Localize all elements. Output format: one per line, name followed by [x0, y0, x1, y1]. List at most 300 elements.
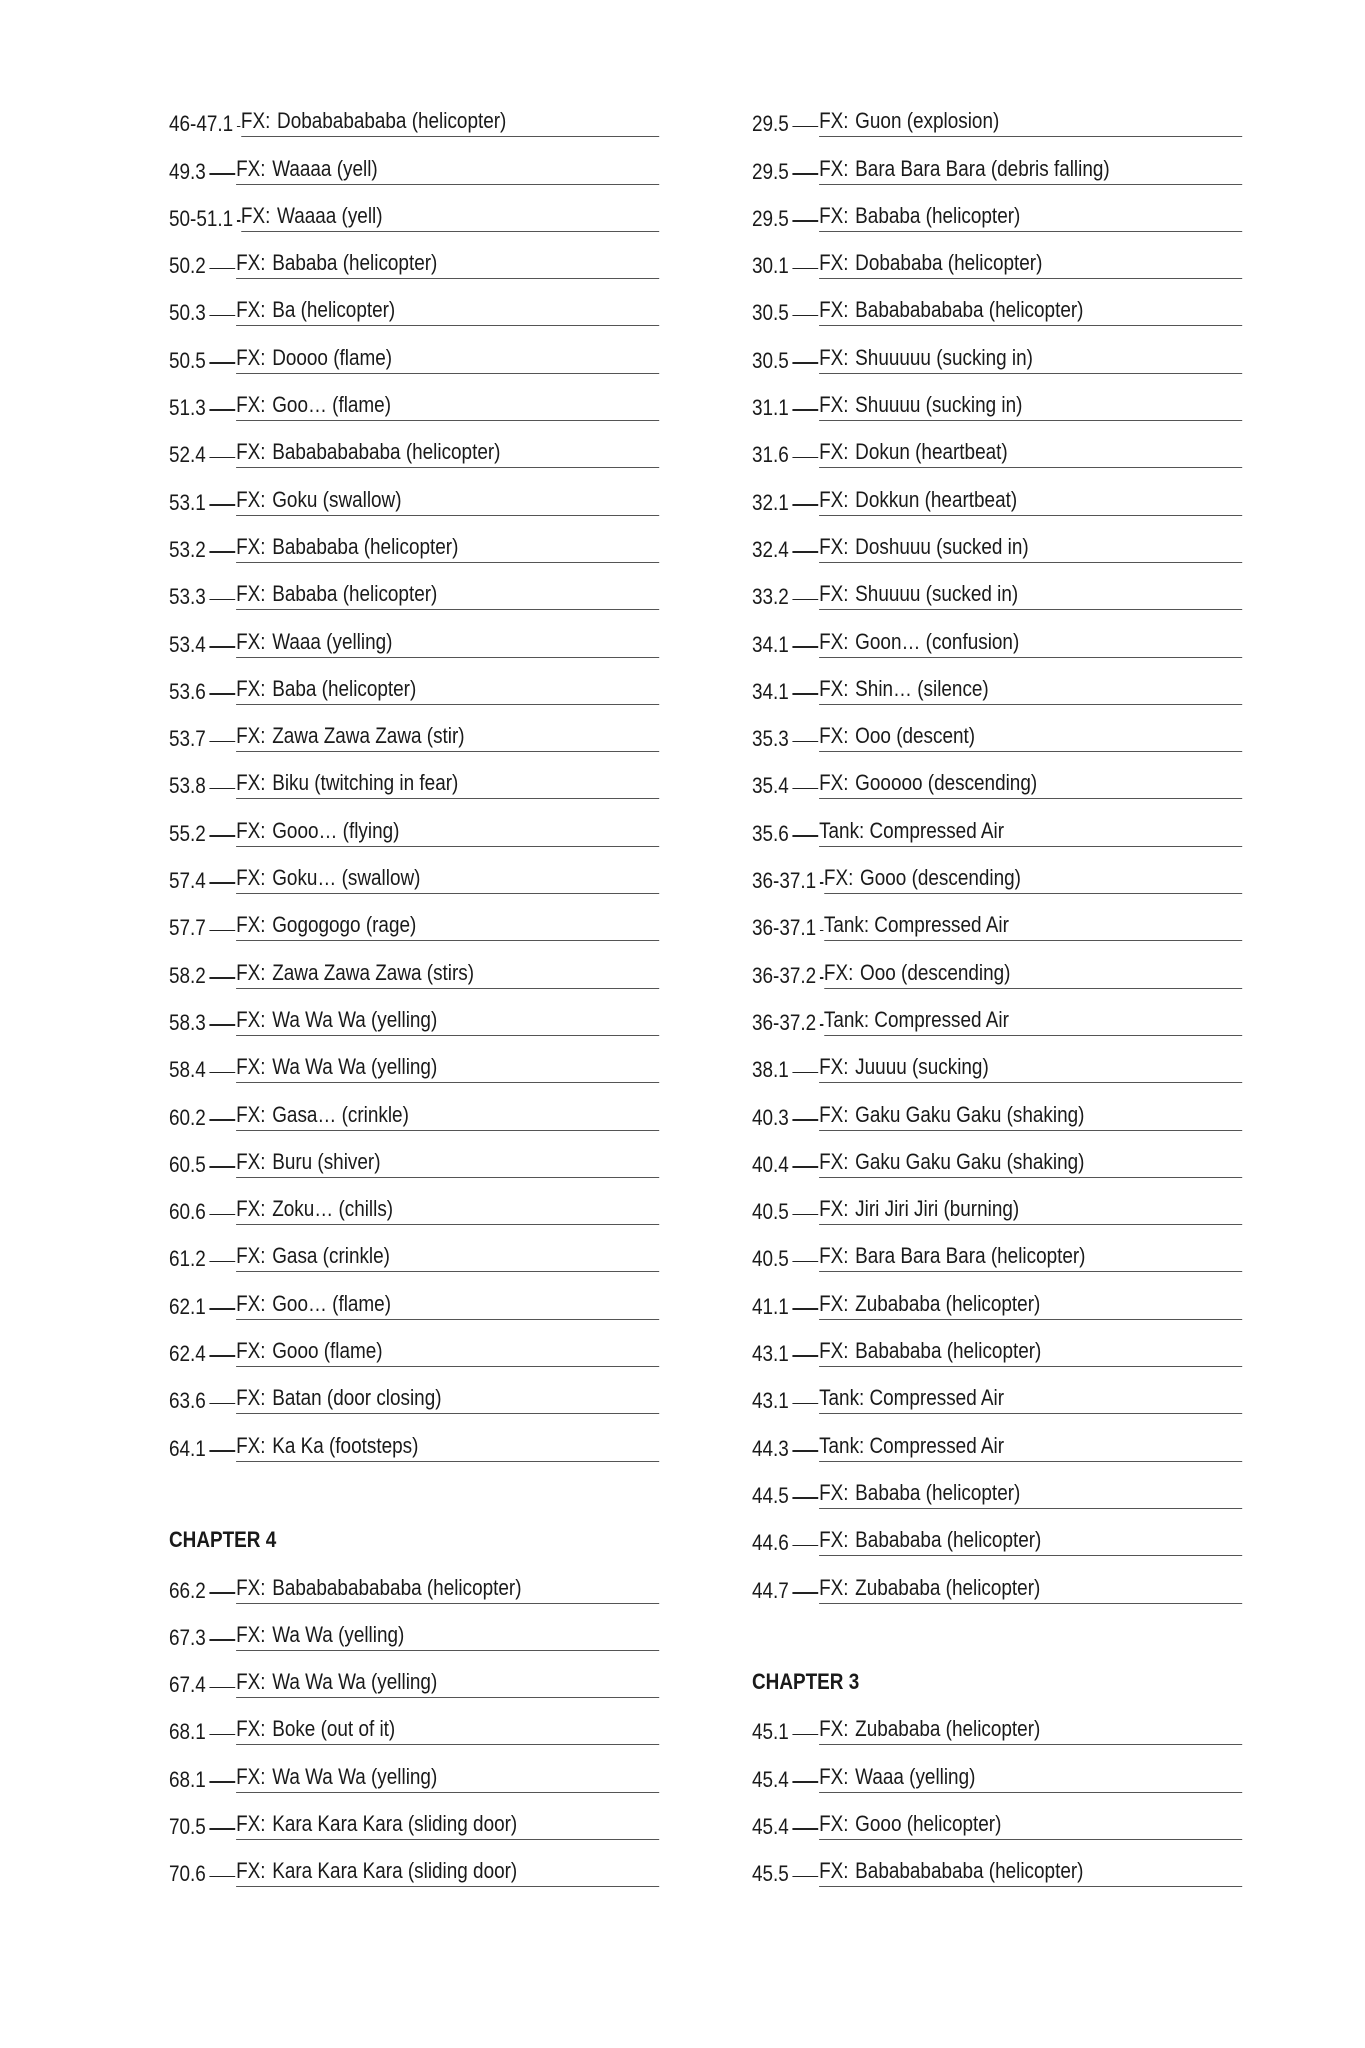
entry-content — [819, 1764, 1242, 1793]
panel-number: 45.1 — [752, 1719, 789, 1745]
panel-number: 53.6 — [169, 678, 206, 704]
leader-dash — [792, 1166, 818, 1168]
sfx-entry — [169, 1556, 659, 1603]
panel-number: 45.5 — [752, 1861, 789, 1887]
panel-number: 36-37.1 — [752, 915, 817, 941]
entry-content — [819, 1385, 1242, 1414]
panel-number: 30.1 — [752, 253, 789, 279]
entry-content — [236, 345, 659, 374]
leader-dash — [209, 1214, 235, 1216]
leader-dash — [792, 741, 818, 743]
chapter-heading: CHAPTER 4 — [169, 1527, 277, 1553]
entry-content — [819, 297, 1242, 326]
sfx-entry — [752, 1793, 1242, 1840]
sfx-entry — [752, 1367, 1242, 1414]
entry-type-label: FX: — [819, 297, 849, 323]
leader-dash — [209, 1119, 235, 1121]
sfx-entry — [169, 1083, 659, 1130]
entry-type-label: FX: — [236, 1810, 266, 1836]
sfx-entry — [169, 279, 659, 326]
sfx-entry — [752, 847, 1242, 894]
sound-effect-text: Compressed Air — [869, 1432, 1005, 1458]
entry-type-label: FX: — [236, 155, 266, 181]
entry-type-label: FX: — [236, 959, 266, 985]
sfx-entry — [169, 1745, 659, 1792]
leader-dash — [209, 882, 235, 884]
panel-number: 35.3 — [752, 726, 789, 752]
leader-dash — [209, 1261, 235, 1263]
panel-number: 32.1 — [752, 489, 789, 515]
entry-type-label: FX: — [819, 392, 849, 418]
sound-effect-text: Ooo (descending) — [860, 959, 1011, 985]
sfx-entry — [752, 1509, 1242, 1556]
entry-type-label: FX: — [236, 1763, 266, 1789]
entry-content — [236, 1102, 659, 1131]
panel-number: 50.3 — [169, 300, 206, 326]
entry-content — [236, 581, 659, 610]
entry-content — [236, 723, 659, 752]
panel-number: 40.5 — [752, 1246, 789, 1272]
panel-number: 60.5 — [169, 1151, 206, 1177]
panel-number: 52.4 — [169, 442, 206, 468]
sound-effect-text: Babababababa (helicopter) — [855, 297, 1084, 323]
sound-effect-text: Gasa… (crinkle) — [272, 1101, 409, 1127]
sfx-entry — [752, 1414, 1242, 1461]
panel-number: 67.3 — [169, 1624, 206, 1650]
sound-effect-text: Waaa (yelling) — [272, 628, 393, 654]
sound-effect-text: Wa Wa Wa (yelling) — [272, 1763, 438, 1789]
panel-number: 55.2 — [169, 820, 206, 846]
entry-type-label: Tank: — [819, 1385, 865, 1411]
leader-dash — [209, 1734, 235, 1736]
leader-dash — [209, 457, 235, 459]
sfx-entry — [169, 90, 659, 137]
entry-content — [819, 581, 1242, 610]
leader-dash — [820, 977, 823, 979]
leader-dash — [209, 551, 235, 553]
entry-type-label: FX: — [819, 1290, 849, 1316]
panel-number: 31.1 — [752, 395, 789, 421]
leader-dash — [792, 1450, 818, 1452]
sound-effect-text: Gooo (flame) — [272, 1338, 383, 1364]
sound-effect-text: Waaaa (yell) — [272, 155, 378, 181]
sound-effect-text: Ka Ka (footsteps) — [272, 1432, 419, 1458]
leader-dash — [820, 930, 823, 932]
sound-effect-text: Babababa (helicopter) — [272, 533, 459, 559]
sound-effect-text: Ba (helicopter) — [272, 297, 396, 323]
panel-number: 64.1 — [169, 1435, 206, 1461]
panel-number: 44.7 — [752, 1577, 789, 1603]
entry-type-label: FX: — [819, 1479, 849, 1505]
sound-effect-text: Babababa (helicopter) — [855, 1527, 1042, 1553]
entry-content — [236, 392, 659, 421]
sound-effect-text: Bara Bara Bara (helicopter) — [855, 1243, 1086, 1269]
sfx-entry — [169, 1131, 659, 1178]
entry-content — [236, 1575, 659, 1604]
panel-number: 58.4 — [169, 1057, 206, 1083]
entry-content — [824, 912, 1242, 941]
sound-effect-text: Buru (shiver) — [272, 1148, 381, 1174]
sfx-entry — [169, 705, 659, 752]
entry-type-label: FX: — [819, 344, 849, 370]
sound-effect-text: Waaaa (yell) — [277, 202, 383, 228]
leader-dash — [209, 1308, 235, 1310]
leader-dash — [209, 1781, 235, 1783]
entry-content — [819, 1054, 1242, 1083]
entry-type-label: FX: — [240, 108, 271, 134]
panel-number: 34.1 — [752, 631, 789, 657]
sfx-entry — [169, 1367, 659, 1414]
sfx-entry — [169, 1320, 659, 1367]
entry-type-label: FX: — [236, 486, 266, 512]
sfx-entry — [169, 1604, 659, 1651]
leader-dash — [820, 882, 823, 884]
panel-number: 29.5 — [752, 111, 789, 137]
entry-type-label: Tank: — [819, 1432, 865, 1458]
entry-type-label: FX: — [819, 155, 849, 181]
leader-dash — [209, 362, 235, 364]
entry-type-label: Tank: — [819, 817, 865, 843]
sound-effect-text: Gasa (crinkle) — [272, 1243, 390, 1269]
leader-dash — [792, 1119, 818, 1121]
leader-dash — [792, 646, 818, 648]
entry-content — [236, 1007, 659, 1036]
panel-number: 29.5 — [752, 205, 789, 231]
leader-dash — [792, 1876, 818, 1878]
sfx-entry — [752, 1225, 1242, 1272]
sound-effect-text: Shuuuuu (sucking in) — [855, 344, 1033, 370]
entry-type-label: FX: — [819, 250, 849, 276]
entry-content — [236, 534, 659, 563]
panel-number: 31.6 — [752, 442, 789, 468]
panel-number: 57.4 — [169, 868, 206, 894]
panel-number: 68.1 — [169, 1719, 206, 1745]
entry-content — [819, 108, 1242, 137]
entry-type-label: FX: — [236, 1858, 266, 1884]
entry-content — [819, 1858, 1242, 1887]
entry-content — [819, 1102, 1242, 1131]
leader-dash — [209, 930, 235, 932]
leader-dash — [792, 1781, 818, 1783]
entry-type-label: FX: — [236, 912, 266, 938]
leader-dash — [792, 457, 818, 459]
panel-number: 44.3 — [752, 1435, 789, 1461]
panel-number: 53.1 — [169, 489, 206, 515]
entry-content — [236, 1338, 659, 1367]
sound-effect-text: Batan (door closing) — [272, 1385, 442, 1411]
panel-number: 53.3 — [169, 584, 206, 610]
entry-content — [236, 1622, 659, 1651]
entry-content — [819, 723, 1242, 752]
panel-number: 49.3 — [169, 158, 206, 184]
entry-content — [819, 1575, 1242, 1604]
sound-effect-text: Wa Wa Wa (yelling) — [272, 1054, 438, 1080]
panel-number: 50-51.1 — [169, 205, 234, 231]
entry-content — [236, 912, 659, 941]
entry-type-label: FX: — [819, 581, 849, 607]
entry-type-label: FX: — [236, 1574, 266, 1600]
entry-type-label: FX: — [819, 1574, 849, 1600]
panel-number: 57.7 — [169, 915, 206, 941]
entry-type-label: FX: — [236, 581, 266, 607]
sound-effect-text: Waaa (yelling) — [855, 1763, 976, 1789]
sfx-entry — [169, 1036, 659, 1083]
entry-content — [819, 770, 1242, 799]
leader-dash — [792, 1828, 818, 1830]
entry-type-label: FX: — [236, 1669, 266, 1695]
entry-content — [819, 156, 1242, 185]
leader-dash — [209, 646, 235, 648]
entry-type-label: FX: — [819, 1148, 849, 1174]
sound-effect-text: Bababa (helicopter) — [855, 1479, 1021, 1505]
sfx-entry — [752, 137, 1242, 184]
sfx-entry — [752, 941, 1242, 988]
entry-type-label: FX: — [819, 108, 849, 134]
sound-effect-text: Compressed Air — [874, 1006, 1009, 1032]
entry-type-label: FX: — [819, 628, 849, 654]
entry-type-label: FX: — [236, 1101, 266, 1127]
sfx-entry — [752, 1462, 1242, 1509]
entry-content — [236, 1196, 659, 1225]
leader-dash — [209, 788, 235, 790]
sfx-entry — [169, 894, 659, 941]
entry-type-label: FX: — [819, 202, 849, 228]
entry-type-label: FX: — [236, 817, 266, 843]
panel-number: 43.1 — [752, 1388, 789, 1414]
panel-number: 41.1 — [752, 1293, 789, 1319]
sound-effect-text: Bara Bara Bara (debris falling) — [855, 155, 1110, 181]
entry-type-label: FX: — [236, 250, 266, 276]
sfx-entry — [752, 563, 1242, 610]
sound-effect-text: Dokkun (heartbeat) — [855, 486, 1018, 512]
leader-dash — [209, 1403, 235, 1405]
sound-effect-text: Shin… (silence) — [855, 675, 989, 701]
entry-type-label: FX: — [236, 297, 266, 323]
sound-effect-text: Zawa Zawa Zawa (stir) — [272, 723, 465, 749]
entry-content — [819, 439, 1242, 468]
entry-type-label: FX: — [236, 1621, 266, 1647]
sound-effect-text: Zubababa (helicopter) — [855, 1716, 1041, 1742]
sfx-entry — [752, 1272, 1242, 1319]
leader-dash — [209, 977, 235, 979]
entry-content — [824, 960, 1242, 989]
panel-number: 61.2 — [169, 1246, 206, 1272]
sfx-entry — [752, 232, 1242, 279]
leader-dash — [209, 1355, 235, 1357]
panel-number: 62.1 — [169, 1293, 206, 1319]
sound-effect-text: Zawa Zawa Zawa (stirs) — [272, 959, 475, 985]
entry-content — [236, 1149, 659, 1178]
entry-content — [819, 818, 1242, 847]
sfx-entry — [169, 847, 659, 894]
sfx-entry — [752, 1178, 1242, 1225]
leader-dash — [209, 1024, 235, 1026]
sfx-entry — [752, 1083, 1242, 1130]
sound-effect-text: Ooo (descent) — [855, 723, 976, 749]
panel-number: 45.4 — [752, 1766, 789, 1792]
sound-effect-text: Biku (twitching in fear) — [272, 770, 459, 796]
panel-number: 70.5 — [169, 1813, 206, 1839]
panel-number: 40.4 — [752, 1151, 789, 1177]
entry-type-label: FX: — [236, 1054, 266, 1080]
entry-type-label: Tank: — [823, 1006, 870, 1032]
entry-type-label: FX: — [819, 1101, 849, 1127]
entry-content — [819, 203, 1242, 232]
sound-effect-text: Kara Kara Kara (sliding door) — [272, 1858, 518, 1884]
panel-number: 51.3 — [169, 395, 206, 421]
sfx-entry — [752, 326, 1242, 373]
sfx-entry — [169, 1793, 659, 1840]
entry-content — [819, 1433, 1242, 1462]
entry-content — [819, 1338, 1242, 1367]
sound-effect-text: Gooooo (descending) — [855, 770, 1038, 796]
entry-type-label: FX: — [236, 1290, 266, 1316]
panel-number: 44.6 — [752, 1530, 789, 1556]
entry-content — [241, 203, 659, 232]
sfx-entry — [169, 1225, 659, 1272]
entry-type-label: FX: — [819, 1196, 849, 1222]
entry-content — [236, 1291, 659, 1320]
leader-dash — [792, 788, 818, 790]
leader-dash — [792, 551, 818, 553]
entry-type-label: FX: — [236, 439, 266, 465]
entry-type-label: FX: — [819, 1716, 849, 1742]
leader-dash — [209, 1450, 235, 1452]
sound-effect-text: Zoku… (chills) — [272, 1196, 394, 1222]
panel-number: 62.4 — [169, 1341, 206, 1367]
panel-number: 36-37.2 — [752, 962, 817, 988]
sound-effect-text: Dokun (heartbeat) — [855, 439, 1008, 465]
sound-effect-text: Babababababa (helicopter) — [272, 439, 501, 465]
leader-dash — [209, 1166, 235, 1168]
sound-effect-text: Jiri Jiri Jiri (burning) — [855, 1196, 1020, 1222]
entry-content — [236, 1054, 659, 1083]
sound-effect-text: Baba (helicopter) — [272, 675, 417, 701]
sound-effect-text: Zubababa (helicopter) — [855, 1290, 1041, 1316]
entry-type-label: FX: — [819, 439, 849, 465]
entry-type-label: FX: — [819, 533, 849, 559]
entry-content — [819, 1480, 1242, 1509]
entry-content — [819, 629, 1242, 658]
entry-type-label: FX: — [236, 344, 266, 370]
entry-content — [236, 1669, 659, 1698]
panel-number: 63.6 — [169, 1388, 206, 1414]
sound-effect-text: Babababababa (helicopter) — [855, 1858, 1084, 1884]
entry-content — [819, 392, 1242, 421]
panel-number: 60.2 — [169, 1104, 206, 1130]
entry-type-label: FX: — [819, 675, 849, 701]
sfx-entry — [752, 705, 1242, 752]
panel-number: 60.6 — [169, 1199, 206, 1225]
sound-effect-text: Gaku Gaku Gaku (shaking) — [855, 1148, 1085, 1174]
panel-number: 67.4 — [169, 1672, 206, 1698]
sound-effect-text: Goku (swallow) — [272, 486, 402, 512]
sfx-entry — [752, 752, 1242, 799]
entry-type-label: FX: — [236, 675, 266, 701]
chapter-heading: CHAPTER 3 — [752, 1669, 860, 1695]
sfx-entry — [752, 279, 1242, 326]
sfx-entry — [169, 374, 659, 421]
leader-dash — [792, 1403, 818, 1405]
leader-dash — [209, 1828, 235, 1830]
sound-effect-text: Compressed Air — [874, 912, 1009, 938]
entry-type-label: FX: — [819, 770, 849, 796]
entry-type-label: FX: — [236, 1196, 266, 1222]
panel-number: 38.1 — [752, 1057, 789, 1083]
entry-type-label: FX: — [236, 723, 266, 749]
panel-number: 40.5 — [752, 1199, 789, 1225]
sfx-entry — [752, 1320, 1242, 1367]
leader-dash — [209, 1687, 235, 1689]
sfx-entry — [169, 516, 659, 563]
leader-dash — [209, 504, 235, 506]
entry-content — [819, 534, 1242, 563]
panel-number: 29.5 — [752, 158, 789, 184]
sfx-entry — [752, 90, 1242, 137]
panel-number: 32.4 — [752, 536, 789, 562]
entry-content — [819, 250, 1242, 279]
sfx-entry — [752, 1131, 1242, 1178]
sound-effect-text: Shuuuu (sucking in) — [855, 392, 1023, 418]
entry-content — [819, 1196, 1242, 1225]
leader-dash — [792, 1072, 818, 1074]
panel-number: 53.2 — [169, 536, 206, 562]
entry-type-label: FX: — [819, 1858, 849, 1884]
leader-dash — [792, 362, 818, 364]
sfx-entry — [752, 516, 1242, 563]
entry-type-label: FX: — [236, 533, 266, 559]
leader-dash — [792, 1355, 818, 1357]
entry-content — [236, 439, 659, 468]
sfx-entry — [752, 421, 1242, 468]
leader-dash — [820, 1024, 823, 1026]
sfx-entry — [169, 799, 659, 846]
entry-type-label: FX: — [819, 1243, 849, 1269]
panel-number: 30.5 — [752, 347, 789, 373]
entry-content — [824, 1007, 1242, 1036]
entry-type-label: Tank: — [823, 912, 870, 938]
sound-effect-text: Wa Wa Wa (yelling) — [272, 1006, 438, 1032]
sfx-entry — [752, 989, 1242, 1036]
leader-dash — [792, 126, 818, 128]
sound-effect-text: Bababa (helicopter) — [855, 202, 1021, 228]
sound-effect-text: Compressed Air — [869, 1385, 1005, 1411]
entry-content — [236, 250, 659, 279]
leader-dash — [237, 126, 240, 128]
sound-effect-text: Goo… (flame) — [272, 392, 392, 418]
sfx-entry — [752, 1745, 1242, 1792]
entry-type-label: FX: — [819, 1054, 849, 1080]
leader-dash — [209, 693, 235, 695]
panel-number: 58.2 — [169, 962, 206, 988]
entry-content — [819, 1243, 1242, 1272]
leader-dash — [792, 1261, 818, 1263]
sfx-entry — [169, 563, 659, 610]
sound-effect-text: Gooo (helicopter) — [855, 1810, 1002, 1836]
sound-effect-text: Compressed Air — [869, 817, 1005, 843]
entry-content — [236, 1764, 659, 1793]
entry-type-label: FX: — [236, 1243, 266, 1269]
sfx-entry — [169, 421, 659, 468]
leader-dash — [209, 173, 235, 175]
sfx-entry — [169, 1178, 659, 1225]
sfx-entry — [752, 894, 1242, 941]
panel-number: 46-47.1 — [169, 111, 234, 137]
leader-dash — [209, 1592, 235, 1594]
entry-type-label: FX: — [236, 1338, 266, 1364]
leader-dash — [237, 220, 240, 222]
sfx-entry — [752, 658, 1242, 705]
